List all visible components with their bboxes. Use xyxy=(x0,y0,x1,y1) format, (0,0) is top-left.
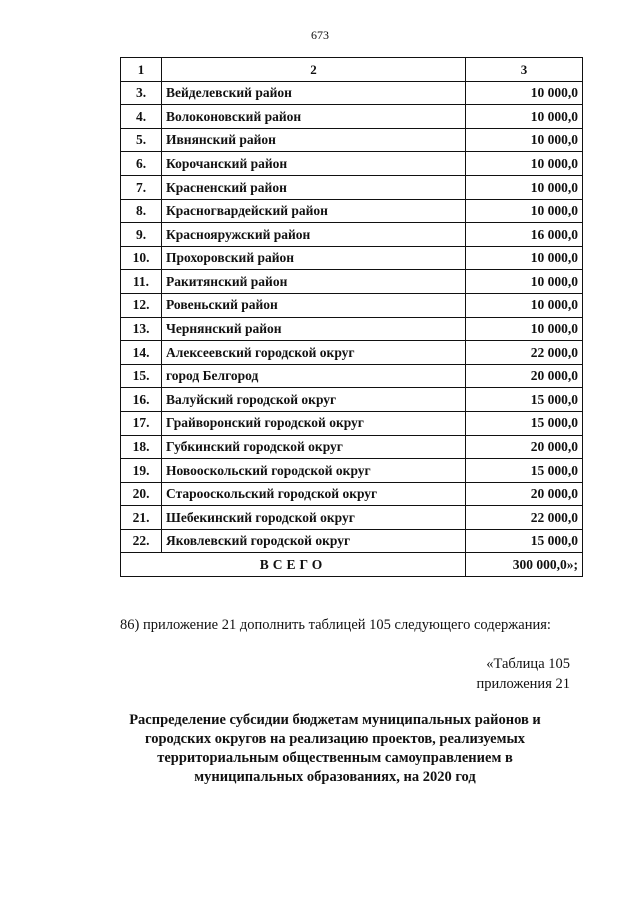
municipality-name: Валуйский городской округ xyxy=(162,388,466,412)
subsidy-amount: 16 000,0 xyxy=(466,223,583,247)
table-row xyxy=(121,128,583,152)
row-number: 14. xyxy=(121,341,162,365)
municipality-name: Яковлевский городской округ xyxy=(162,529,466,553)
row-number: 11. xyxy=(121,270,162,294)
municipality-name: город Белгород xyxy=(162,364,466,388)
page-number: 673 xyxy=(311,28,329,42)
municipality-name: Волоконовский район xyxy=(162,105,466,129)
row-number: 20. xyxy=(121,482,162,506)
subsidy-amount: 15 000,0 xyxy=(466,388,583,412)
table-row xyxy=(121,411,583,435)
row-number: 18. xyxy=(121,435,162,459)
row-number: 7. xyxy=(121,175,162,199)
subsidy-amount: 15 000,0 xyxy=(466,411,583,435)
subsidy-amount: 10 000,0 xyxy=(466,270,583,294)
column-header: 1 xyxy=(121,58,162,82)
municipality-name: Ракитянский район xyxy=(162,270,466,294)
subsidy-amount: 20 000,0 xyxy=(466,364,583,388)
total-row xyxy=(121,553,583,577)
municipality-name: Алексеевский городской округ xyxy=(162,341,466,365)
amendment-paragraph: 86) приложение 21 дополнить таблицей 105 следующего содержания: xyxy=(120,617,551,633)
subsidy-amount: 10 000,0 xyxy=(466,246,583,270)
row-number: 4. xyxy=(121,105,162,129)
table-row xyxy=(121,199,583,223)
row-number: 17. xyxy=(121,411,162,435)
heading-line: территориальным общественным самоуправлением в xyxy=(157,750,513,766)
subsidy-amount: 22 000,0 xyxy=(466,341,583,365)
row-number: 16. xyxy=(121,388,162,412)
total-amount: 300 000,0»; xyxy=(466,553,583,577)
table-row xyxy=(121,175,583,199)
municipality-name: Грайворонский городской округ xyxy=(162,411,466,435)
subsidy-amount: 10 000,0 xyxy=(466,293,583,317)
table-row xyxy=(121,223,583,247)
municipality-name: Красненский район xyxy=(162,175,466,199)
table-row xyxy=(121,435,583,459)
table-reference xyxy=(477,654,570,694)
row-number: 13. xyxy=(121,317,162,341)
subsidy-amount: 15 000,0 xyxy=(466,459,583,483)
row-number: 6. xyxy=(121,152,162,176)
table-reference-line: «Таблица 105 xyxy=(486,656,570,672)
table-row xyxy=(121,81,583,105)
municipality-name: Новооскольский городской округ xyxy=(162,459,466,483)
table-row xyxy=(121,529,583,553)
table-row xyxy=(121,364,583,388)
subsidy-amount: 10 000,0 xyxy=(466,317,583,341)
row-number: 3. xyxy=(121,81,162,105)
municipality-name: Корочанский район xyxy=(162,152,466,176)
table-body xyxy=(121,81,583,553)
row-number: 21. xyxy=(121,506,162,530)
table-row xyxy=(121,317,583,341)
table-row xyxy=(121,482,583,506)
heading-line: Распределение субсидии бюджетам муниципальных районов и xyxy=(129,712,541,728)
row-number: 10. xyxy=(121,246,162,270)
column-header: 2 xyxy=(162,58,466,82)
table-row xyxy=(121,270,583,294)
subsidy-amount: 10 000,0 xyxy=(466,199,583,223)
column-header: 3 xyxy=(466,58,583,82)
municipality-name: Чернянский район xyxy=(162,317,466,341)
table-reference-line: приложения 21 xyxy=(476,676,570,692)
section-heading xyxy=(105,711,565,787)
total-label: ВСЕГО xyxy=(121,553,466,577)
row-number: 8. xyxy=(121,199,162,223)
subsidy-amount: 10 000,0 xyxy=(466,175,583,199)
municipality-name: Красногвардейский район xyxy=(162,199,466,223)
table-header-row xyxy=(121,58,583,82)
municipality-name: Губкинский городской округ xyxy=(162,435,466,459)
table-row xyxy=(121,459,583,483)
subsidy-amount: 20 000,0 xyxy=(466,435,583,459)
subsidy-amount: 20 000,0 xyxy=(466,482,583,506)
table-row xyxy=(121,105,583,129)
row-number: 9. xyxy=(121,223,162,247)
table-row xyxy=(121,506,583,530)
row-number: 19. xyxy=(121,459,162,483)
heading-line: городских округов на реализацию проектов, реализуемых xyxy=(144,731,526,747)
municipality-name: Прохоровский район xyxy=(162,246,466,270)
municipality-name: Старооскольский городской округ xyxy=(162,482,466,506)
subsidy-amount: 10 000,0 xyxy=(466,152,583,176)
municipality-name: Краснояружский район xyxy=(162,223,466,247)
municipality-name: Шебекинский городской округ xyxy=(162,506,466,530)
row-number: 15. xyxy=(121,364,162,388)
subsidy-amount: 15 000,0 xyxy=(466,529,583,553)
subsidy-amount: 10 000,0 xyxy=(466,105,583,129)
row-number: 5. xyxy=(121,128,162,152)
subsidy-amount: 22 000,0 xyxy=(466,506,583,530)
municipality-name: Ровеньский район xyxy=(162,293,466,317)
row-number: 12. xyxy=(121,293,162,317)
subsidy-amount: 10 000,0 xyxy=(466,128,583,152)
subsidy-amount: 10 000,0 xyxy=(466,81,583,105)
municipality-name: Вейделевский район xyxy=(162,81,466,105)
subsidy-table xyxy=(120,57,583,577)
table-row xyxy=(121,388,583,412)
table-row xyxy=(121,341,583,365)
table-row xyxy=(121,152,583,176)
municipality-name: Ивнянский район xyxy=(162,128,466,152)
table-row xyxy=(121,293,583,317)
table-row xyxy=(121,246,583,270)
row-number: 22. xyxy=(121,529,162,553)
heading-line: муниципальных образованиях, на 2020 год xyxy=(194,769,476,785)
